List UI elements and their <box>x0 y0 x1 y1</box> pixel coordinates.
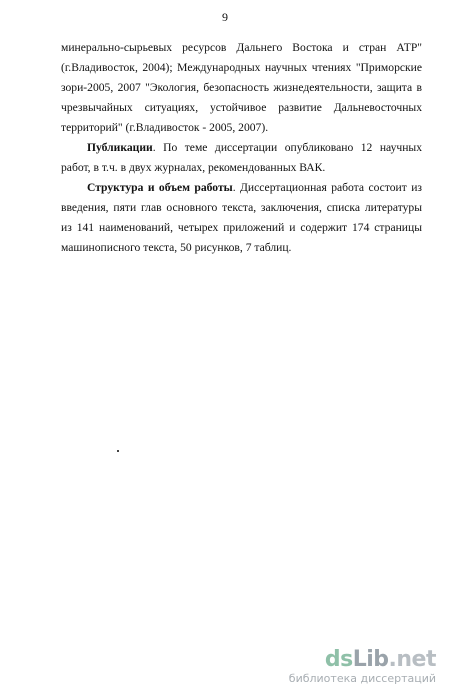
paragraph-conferences-text: минерально-сырьевых ресурсов Дальнего Востока и стран АТР" (г.Владивосток, 2004); Международных научных чтениях "Приморские зори-2005, 2007 "Экология, безопасность жизнедеятельности, защита в чрезвычайных ситуациях, устойчивое развитие Дальневосточных территорий" (г.Владивосток - 2005, 2007). <box>61 41 422 134</box>
watermark-logo-net: .net <box>388 647 436 672</box>
paragraph-publications <box>61 138 422 178</box>
document-body <box>61 38 422 258</box>
paragraph-conferences <box>61 38 422 138</box>
structure-heading: Структура и объем работы <box>87 181 233 194</box>
publications-heading: Публикации <box>87 141 153 154</box>
watermark-subtitle: библиотека диссертаций <box>288 672 436 685</box>
watermark-logo <box>289 648 436 672</box>
paragraph-structure <box>61 178 422 258</box>
page-number: 9 <box>222 10 228 24</box>
watermark <box>289 648 436 685</box>
structure-text: . Диссертационная работа состоит из введения, пяти глав основного текста, заключения, списка литературы из 141 наименований, четырех приложений и содержит 174 страницы машинописного текста, 50 рисунков, 7 таблиц. <box>61 181 422 254</box>
publications-text: . По теме диссертации опубликовано 12 научных работ, в т.ч. в двух журналах, рекомендованных ВАК. <box>61 141 422 174</box>
scan-speck <box>117 450 119 452</box>
watermark-logo-lib: Lib <box>352 647 389 672</box>
watermark-logo-ds: ds <box>324 647 353 672</box>
